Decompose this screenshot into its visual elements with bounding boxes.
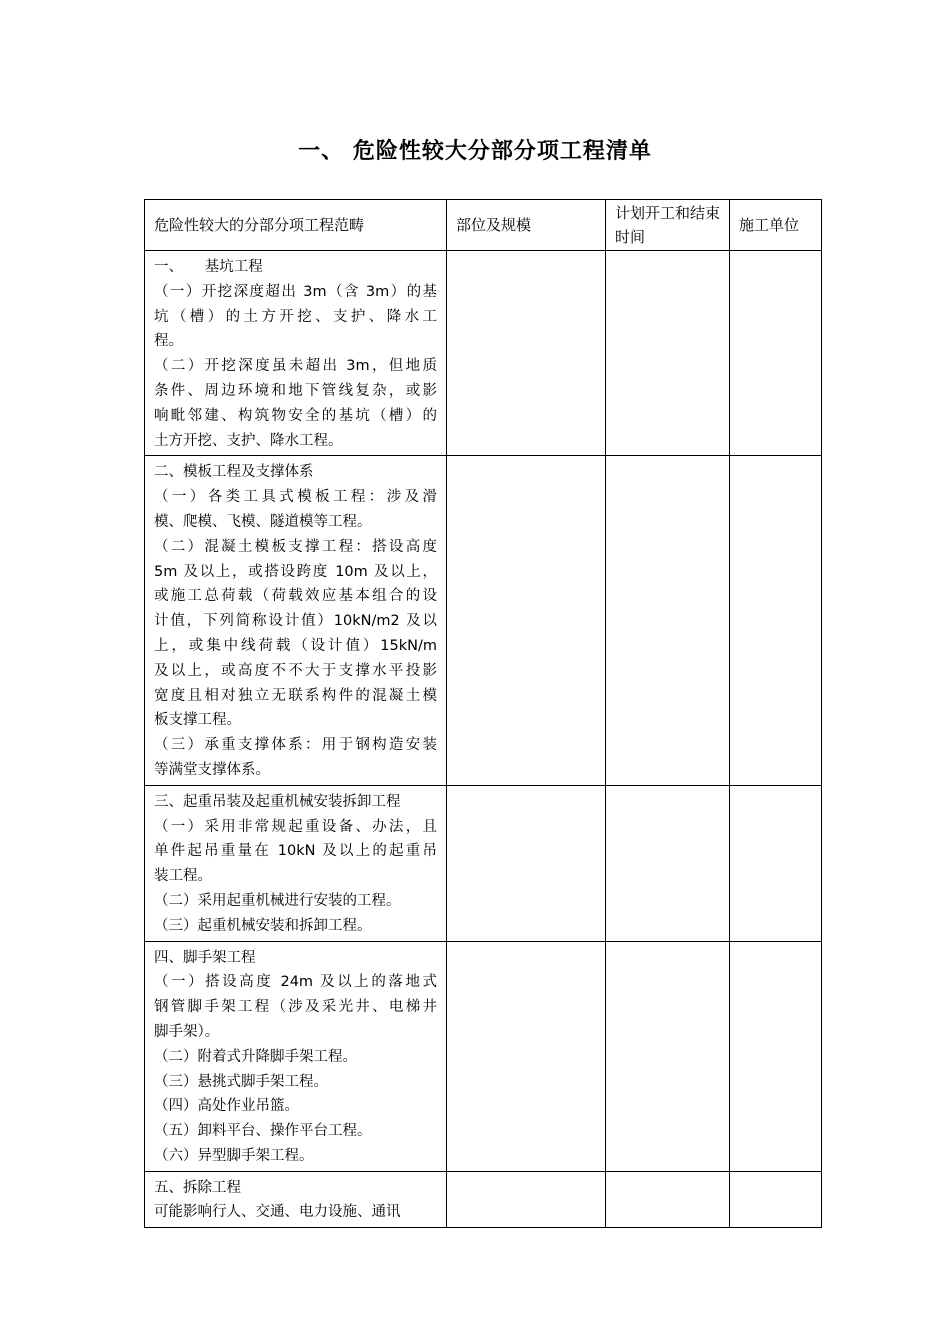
category-line: 计值，下列简称设计值）10kN/m2 及以: [154, 613, 437, 630]
category-line: 或施工总荷载（荷载效应基本组合的设: [154, 588, 437, 605]
location-cell: [447, 456, 606, 785]
table-row: [145, 456, 822, 785]
category-line: 可能影响行人、交通、电力设施、通讯: [154, 1204, 401, 1221]
category-line: 二、模板工程及支撑体系: [154, 464, 314, 481]
header-category: 危险性较大的分部分项工程范畴: [145, 200, 447, 251]
header-schedule: 计划开工和结束时间: [606, 200, 730, 251]
category-line: （一）开挖深度超出 3m（含 3m）的基: [154, 283, 437, 300]
location-cell: [447, 941, 606, 1171]
category-line: （二）混凝土模板支撑工程：搭设高度: [154, 538, 437, 555]
category-line: （一）采用非常规起重设备、办法，且: [154, 818, 437, 835]
schedule-cell: [606, 941, 730, 1171]
table-row: [145, 251, 822, 456]
category-line: （一）各类工具式模板工程：涉及滑: [154, 489, 437, 506]
category-line: 模、爬模、飞模、隧道模等工程。: [154, 513, 372, 530]
schedule-cell: [606, 251, 730, 456]
table-row: [145, 941, 822, 1171]
category-cell: [145, 1171, 447, 1228]
category-cell: [145, 941, 447, 1171]
contractor-cell: [730, 941, 822, 1171]
category-line: 响毗邻建、构筑物安全的基坑（槽）的: [154, 407, 437, 424]
category-line: 宽度且相对独立无联系构件的混凝土模: [154, 687, 437, 704]
header-contractor: 施工单位: [730, 200, 822, 251]
table-row: [145, 785, 822, 941]
category-line: 三、起重吊装及起重机械安装拆卸工程: [154, 793, 401, 810]
category-cell: [145, 456, 447, 785]
category-line: （二）附着式升降脚手架工程。: [154, 1048, 357, 1065]
category-line: （四）高处作业吊篮。: [154, 1098, 299, 1115]
contractor-cell: [730, 1171, 822, 1228]
category-line: 及以上，或高度不不大于支撑水平投影: [154, 662, 437, 679]
category-line: （三）起重机械安装和拆卸工程。: [154, 917, 372, 934]
category-line: 条件、周边环境和地下管线复杂，或影: [154, 382, 437, 399]
contractor-cell: [730, 456, 822, 785]
contractor-cell: [730, 251, 822, 456]
page-title: 一、 危险性较大分部分项工程清单: [298, 139, 652, 164]
schedule-cell: [606, 456, 730, 785]
header-location-scale: 部位及规模: [447, 200, 606, 251]
category-line: 五、拆除工程: [154, 1179, 241, 1196]
category-line: （五）卸料平台、操作平台工程。: [154, 1123, 372, 1140]
table-row: [145, 1171, 822, 1228]
contractor-cell: [730, 785, 822, 941]
location-cell: [447, 1171, 606, 1228]
category-line: （二）采用起重机械进行安装的工程。: [154, 892, 401, 909]
location-cell: [447, 251, 606, 456]
category-line: 程。: [154, 333, 183, 350]
category-line: 单件起吊重量在 10kN 及以上的起重吊: [154, 843, 437, 860]
category-line: （一）搭设高度 24m 及以上的落地式: [154, 974, 437, 991]
category-line: 等满堂支撑体系。: [154, 761, 270, 778]
category-line: 板支撑工程。: [154, 712, 241, 729]
category-line: 四、脚手架工程: [154, 949, 256, 966]
location-cell: [447, 785, 606, 941]
schedule-cell: [606, 1171, 730, 1228]
category-line: （三）承重支撑体系：用于钢构造安装: [154, 737, 437, 754]
category-line: （三）悬挑式脚手架工程。: [154, 1073, 328, 1090]
category-line: 钢管脚手架工程（涉及采光井、电梯井: [154, 999, 437, 1016]
table-header-row: [145, 200, 822, 251]
category-line: 5m 及以上，或搭设跨度 10m 及以上，: [154, 563, 437, 580]
category-line: 一、 基坑工程: [154, 259, 263, 275]
hazard-project-table: [144, 199, 822, 1228]
category-cell: [145, 785, 447, 941]
category-line: 装工程。: [154, 868, 212, 885]
category-line: 坑（槽）的土方开挖、支护、降水工: [154, 308, 437, 325]
category-line: 土方开挖、支护、降水工程。: [154, 432, 343, 449]
category-cell: [145, 251, 447, 456]
category-line: 脚手架）。: [154, 1023, 220, 1040]
category-line: （六）异型脚手架工程。: [154, 1147, 314, 1164]
category-line: 上，或集中线荷载（设计值）15kN/m: [154, 637, 437, 654]
schedule-cell: [606, 785, 730, 941]
table-body: [145, 251, 822, 1228]
category-line: （二）开挖深度虽未超出 3m，但地质: [154, 358, 437, 375]
